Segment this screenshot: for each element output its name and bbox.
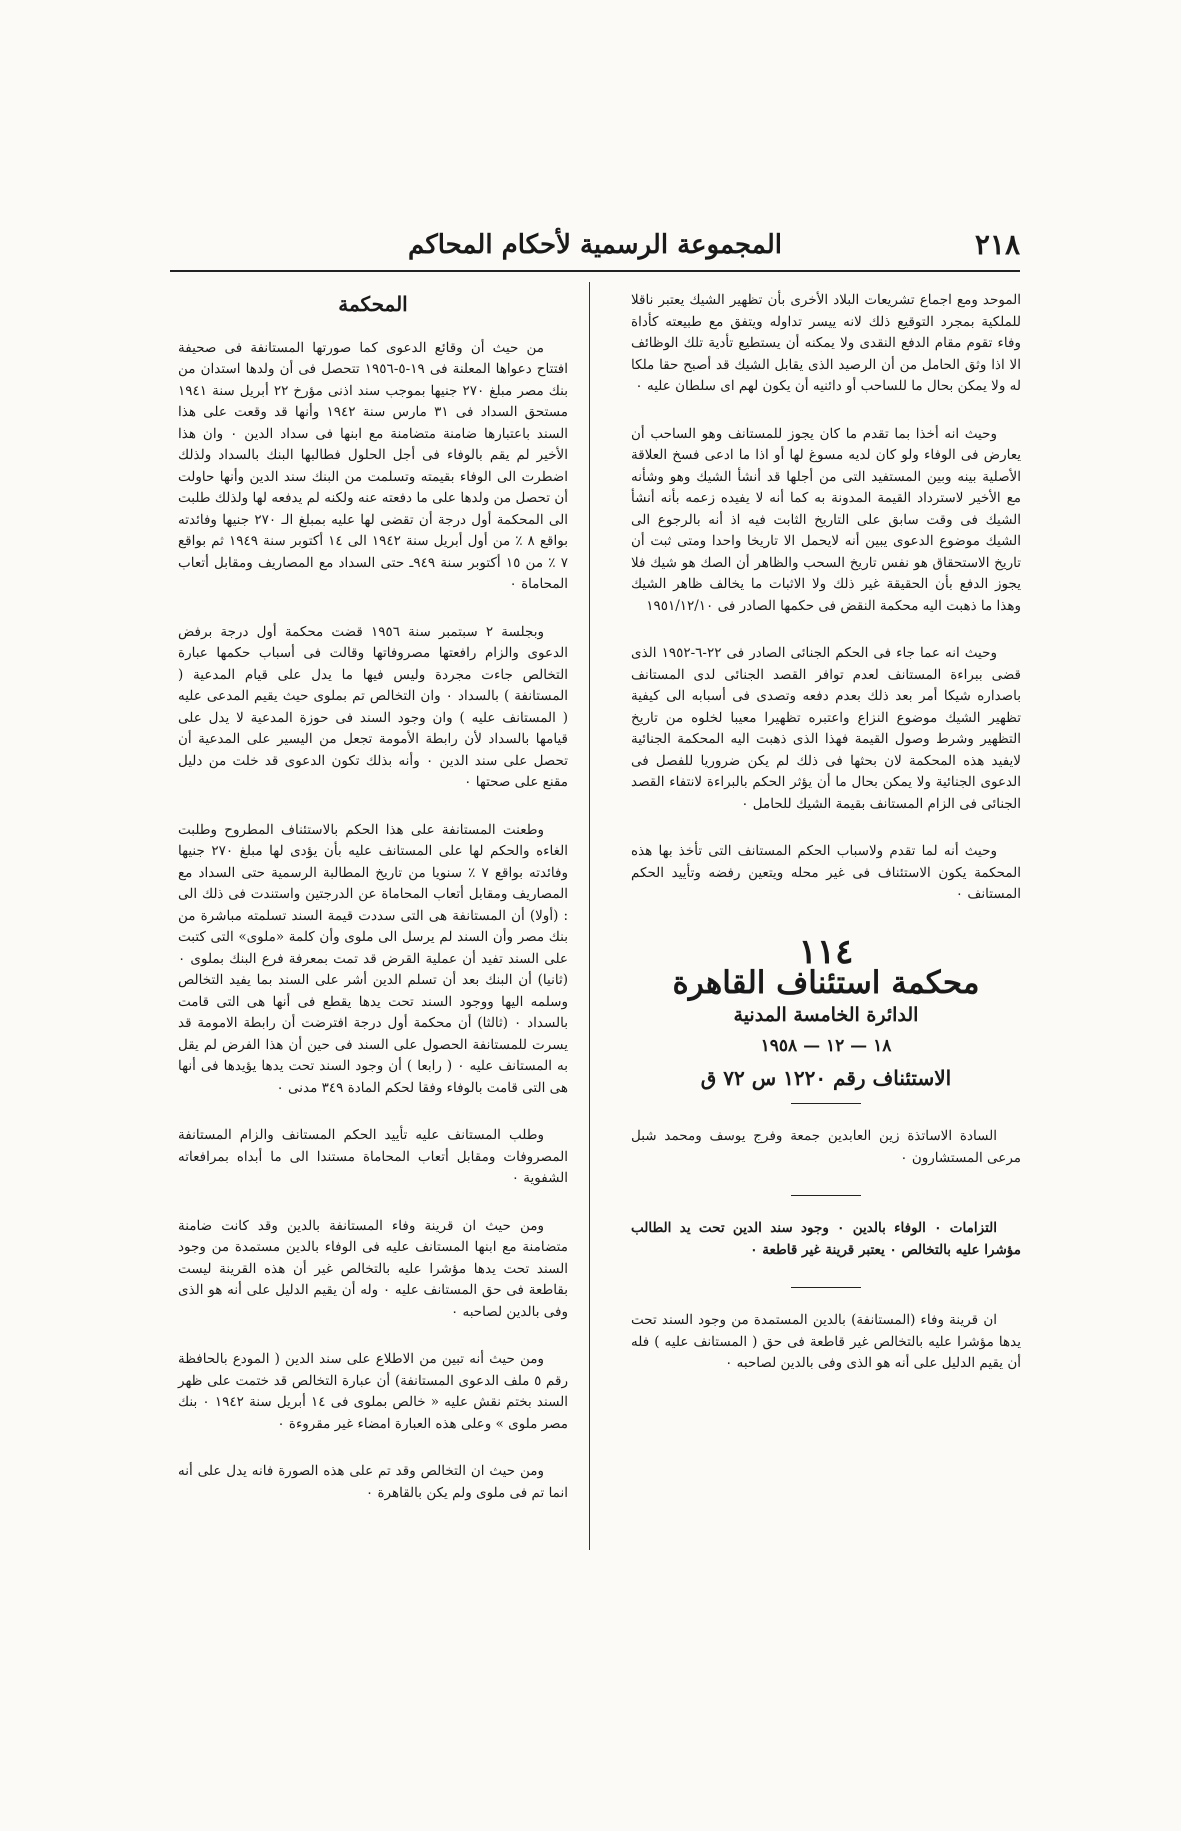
legal-principle: ان قرينة وفاء (المستانفة) بالدين المستمدة من وجود السند تحت يدها مؤشرا عليه بالتخالص غير قاطعة فى حق ( المستانف عليه ) فله أن يقيم الدليل على أنه هو الذى وفى بالدين لصاحبه ٠ <box>631 1312 1021 1371</box>
court-name: محكمة استئناف القاهرة <box>672 965 980 1001</box>
divider-rule <box>791 1195 861 1196</box>
paragraph: وحيث انه أخذا بما تقدم ما كان يجوز للمستانف وهو الساحب أن يعارض فى الوفاء ولو كان لديه مسوغ لها أو اذا ما ادعى فسخ العلاقة الأصلية بينه وبين المستفيد التى من أجلها قد أنشأ الشيك وهو وشأنه مع الأخير لاسترداد القيمة المدونة به كما أنه لا يفيده زعمه بأنه أنشأ الشيك فى وقت سابق على التاريخ الثابت فيه اذ أنه بالرجوع الى الشيك موضوع الدعوى يبين أنه لايحمل الا تاريخا واحدا ومتى ثبت أن تاريخ الاستحقاق هو نفس تاريخ السحب والظاهر أن الصك هو شيك فلا يجوز الدفع بأن الحقيقة غير ذلك ولا الاثبات ما يخالف ظاهر الشيك وهذا ما ذهبت اليه محكمة النقض فى حكمها الصادر فى ١٩٥١/١٢/١٠ <box>631 425 1021 614</box>
judges-paragraph: السادة الاساتذة زين العابدين جمعة وفرج يوسف ومحمد شبل مرعى المستشارون ٠ <box>631 1128 1021 1166</box>
paragraph: وبجلسة ٢ سبتمبر سنة ١٩٥٦ قضت محكمة أول درجة برفض الدعوى والزام رافعتها مصروفاتها وقالت فى أسباب حكمها عبارة التخالص جاءت مجردة وليس فيها ما يدل على قيام المدعية ( المستانفة ) بالسداد ٠ وان التخالص تم بملوى حيث يقيم المدعى عليه ( المستانف عليه ) وان وجود السند فى حوزة المدعية لا يدل على قيامها بالسداد لأن رابطة الأمومة تجعل من اليسير على المدعية أن تحصل على سند الدين ٠ وأنه بذلك تكون الدعوى قد خلت من دليل مقنع على صحتها ٠ <box>178 623 568 790</box>
paragraph: الموحد ومع اجماع تشريعات البلاد الأخرى بأن تظهير الشيك يعتبر ناقلا للملكية بمجرد التوقيع ذلك لانه ييسر تداوله ويتفق مع طبيعته كأداة وفاء تقوم مقام الدفع النقدى ولا يمكنه أن يستطيع تأدية تلك الوظائف الا اذا وثق الحامل من أن الرصيد الذى يقابل الشيك قد أصبح حقا ملكا له ولا يمكن بحال ما للساحب أو دائنيه أن يكون لهم اى سلطان عليه ٠ <box>631 292 1021 394</box>
running-title: المجموعة الرسمية لأحكام المحاكم <box>408 230 782 260</box>
paragraph: ومن حيث ان قرينة وفاء المستانفة بالدين وقد كانت ضامنة متضامنة مع ابنها المستانف عليه فى الوفاء بالدين مستمدة من وجود السند تحت يدها مؤشرا عليه بالتخالص غير أن هذه القرينة ليست بقاطعة فى حق المستانف عليه ٠ وله أن يقيم الدليل على أنه هو الذى وفى بالدين لصاحبه ٠ <box>178 1217 568 1320</box>
page-header <box>170 228 1020 272</box>
paragraph: ومن حيث ان التخالص وقد تم على هذه الصورة فانه يدل على أنه انما تم فى ملوى ولم يكن بالقاهرة ٠ <box>178 1463 568 1501</box>
column-divider <box>589 282 590 1550</box>
right-column <box>631 290 1021 1401</box>
paragraph: ومن حيث أنه تبين من الاطلاع على سند الدين ( المودع بالحافظة رقم ٥ ملف الدعوى المستانفة) أن عبارة التخالص قد ختمت على ظهر السند بختم نقش عليه « خالص بملوى فى ١٤ أبريل سنة ١٩٤٢ ٠ بنك مصر ملوى » وعلى هذه العبارة امضاء غير مقروءة ٠ <box>178 1351 569 1432</box>
headnote: التزامات ٠ الوفاء بالدين ٠ وجود سند الدين تحت يد الطالب مؤشرا عليه بالتخالص ٠ يعتبر قرينة غير قاطعة ٠ <box>631 1220 1021 1258</box>
section-title: المحكمة <box>338 292 408 316</box>
paragraph: وحيث انه عما جاء فى الحكم الجنائى الصادر فى ٢٢-٦-١٩٥٢ الذى قضى ببراءة المستانف لعدم توافر القصد الجنائى لدى المستانف باصداره شيكا أمر بعد ذلك بعدم دفعه وتصدى فى أسبابه الى كيفية تظهير الشيك موضوع النزاع واعتبره تظهيرا معيبا لخلوه من تاريخ التظهير وشرط وصول القيمة فهذا الذى ذهبت اليه المحكمة الجنائية لايفيد هذه المحكمة لان بحثها فى ذلك لم يكن ضروريا للفصل فى الدعوى الجنائية ولا يمكن بحال ما أن يؤثر الحكم بالبراءة لانتفاء القصد الجنائى فى الزام المستانف بقيمة الشيك للحامل ٠ <box>631 645 1021 812</box>
ruling-date: ١٨ — ١٢ — ١٩٥٨ <box>760 1036 892 1056</box>
paragraph: وطعنت المستانفة على هذا الحكم بالاستئناف المطروح وطلبت الغاءه والحكم لها على المستانف عليه بأن يؤدى لها مبلغ ٢٧٠ جنيها وفائدته بواقع ٧ ٪ سنويا من تاريخ المطالبة الرسمية حتى السداد مع المصاريف ومقابل أتعاب المحاماة عن الدرجتين واستندت فى ذلك الى : (أولا) أن المستانفة هى التى سددت قيمة السند تسلمته مباشرة من بنك مصر وأن السند لم يرسل الى ملوى وأن كلمة «ملوى» التى كتبت على السند تفيد أن عملية القرض قد تمت بمعرفة فرع البنك بملوى ٠ (ثانيا) أن البنك بعد أن تسلم الدين أشر على السند بما يفيد التخالص وسلمه اليها ووجود السند تحت يدها يقطع فى أنها هى التى قامت بالسداد ٠ (ثالثا) أن محكمة أول درجة افترضت أن رابطة الامومة قد يسرت للمستانفة الحصول على السند فى حين أن هذا الفرض لم يقل به المستانف عليه ٠ ( رابعا ) أن وجود السند تحت يدها يؤيدها فى أنها هى التى قامت بالوفاء وفقا لحكم المادة ٣٤٩ مدنى ٠ <box>178 821 568 1096</box>
page-number: ٢١٨ <box>974 228 1020 261</box>
divider-rule <box>791 1287 861 1288</box>
paragraph: من حيث أن وقائع الدعوى كما صورتها المستانفة فى صحيفة افتتاح دعواها المعلنة فى ١٩-٥-١٩٥٦ تتحصل فى أن ولدها استدان من بنك مصر مبلغ ٢٧٠ جنيها بموجب سند اذنى مؤرخ ٢٢ أبريل سنة ١٩٤١ مستحق السداد فى ٣١ مارس سنة ١٩٤٢ وأنها قد وقعت على هذا السند باعتبارها ضامنة متضامنة مع ابنها فى سداد الدين ٠ وان هذا الأخير لم يقم بالوفاء فى أجل الحلول فطالبها البنك بالسداد ولذلك اضطرت الى الوفاء بقيمته وتسلمت من البنك سند الدين وأنها حاولت أن تحصل من ولدها على ما دفعته عنه ولكنه لم يدفعه لها ولذلك طلبت الى المحكمة أول درجة أن تقضى لها عليه بمبلغ الـ ٢٧٠ جنيها وفائدته بواقع ٨ ٪ من أول أبريل سنة ١٩٤٢ الى ١٤ أكتوبر سنة ١٩٤٩ ثم بواقع ٧ ٪ من ١٥ أكتوبر سنة ٩٤٩ـ حتى السداد مع المصاريف ومقابل أتعاب المحاماة ٠ <box>178 339 568 592</box>
court-circuit: الدائرة الخامسة المدنية <box>733 1003 919 1026</box>
left-column <box>178 290 568 1530</box>
paragraph: وطلب المستانف عليه تأييد الحكم المستانف والزام المستانفة المصروفات ومقابل أتعاب المحاماة مستندا الى ما أبداه بمرافعاته الشفوية ٠ <box>178 1127 568 1186</box>
paragraph: وحيث أنه لما تقدم ولاسباب الحكم المستانف التى تأخذ بها هذه المحكمة يكون الاستئناف فى غير محله ويتعين رفضه وتأييد الحكم المستانف ٠ <box>631 843 1021 902</box>
case-number: ١١٤ <box>798 931 854 972</box>
divider-rule <box>791 1103 861 1104</box>
appeal-number: الاستئناف رقم ١٢٢٠ س ٧٢ ق <box>700 1065 952 1090</box>
